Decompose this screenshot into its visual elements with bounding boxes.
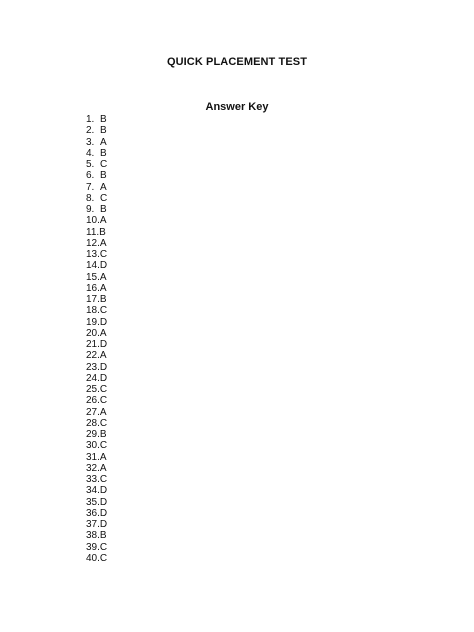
answer-item <box>86 159 107 170</box>
answer-item <box>86 238 107 249</box>
answer-letter: A <box>99 215 107 227</box>
answer-letter: D <box>99 339 108 350</box>
answer-item <box>86 317 107 328</box>
answer-number: 40. <box>86 552 100 564</box>
answer-number: 9. <box>86 204 95 215</box>
answer-letter: A <box>99 271 107 283</box>
answer-key-heading: Answer Key <box>205 101 269 113</box>
answer-item <box>86 474 107 485</box>
answer-item <box>86 227 107 238</box>
answer-item <box>86 497 107 508</box>
answer-item <box>86 452 107 463</box>
answer-number: 13. <box>86 249 100 260</box>
answer-letter: A <box>100 181 107 193</box>
answer-number: 19. <box>86 316 100 328</box>
answer-item <box>86 350 107 361</box>
answer-number: 8. <box>86 192 95 204</box>
answer-letter: C <box>99 541 108 553</box>
answer-number: 33. <box>86 474 100 485</box>
answer-letter: B <box>99 226 106 238</box>
answer-number: 5. <box>86 159 95 170</box>
answer-item <box>86 463 107 474</box>
answer-number: 28. <box>86 417 100 429</box>
answer-item <box>86 508 107 519</box>
answer-letter: C <box>99 384 108 395</box>
answer-item <box>86 260 107 271</box>
answer-item <box>86 328 107 339</box>
answer-letter: D <box>99 372 108 384</box>
answer-letter: B <box>99 530 107 542</box>
answer-item <box>86 125 107 136</box>
answer-number: 25. <box>86 384 100 395</box>
answer-letter: A <box>100 136 107 148</box>
answer-number: 23. <box>86 361 100 373</box>
answer-number: 1. <box>86 114 95 125</box>
answer-letter: A <box>99 451 107 463</box>
answer-number: 37. <box>86 519 100 530</box>
answer-item <box>86 440 107 451</box>
answer-item <box>86 294 107 305</box>
answer-item <box>86 182 107 193</box>
answer-number: 17. <box>86 294 100 305</box>
answer-number: 14. <box>86 260 100 272</box>
answer-number: 6. <box>86 170 95 182</box>
answer-item <box>86 519 107 530</box>
answer-number: 24. <box>86 372 100 384</box>
answer-number: 12. <box>86 237 100 249</box>
answer-number: 34. <box>86 485 100 497</box>
answer-letter: C <box>100 192 108 204</box>
answer-letter: D <box>99 519 108 530</box>
answer-item <box>86 362 107 373</box>
answer-number: 27. <box>86 406 100 418</box>
answer-number: 26. <box>86 395 100 407</box>
answer-letter: D <box>99 496 108 508</box>
answer-number: 38. <box>86 530 100 542</box>
answer-item <box>86 193 107 204</box>
document-title: QUICK PLACEMENT TEST <box>166 56 308 68</box>
answer-number: 10. <box>86 215 100 227</box>
answer-item <box>86 395 107 406</box>
answer-letter: A <box>99 350 107 362</box>
answer-letter: B <box>99 294 107 305</box>
answer-number: 20. <box>86 327 100 339</box>
answer-item <box>86 137 107 148</box>
answer-letter: C <box>99 440 108 452</box>
answer-letter: C <box>99 417 108 429</box>
answer-item <box>86 373 107 384</box>
answer-number: 11. <box>86 226 100 238</box>
answer-letter: D <box>99 260 108 272</box>
answer-item <box>86 249 107 260</box>
answer-letter: B <box>100 204 107 215</box>
answer-letter: B <box>100 125 107 137</box>
answer-item <box>86 170 107 181</box>
answer-number: 2. <box>86 125 95 137</box>
answer-letter: C <box>99 305 108 317</box>
answer-letter: D <box>99 316 108 328</box>
answer-letter: A <box>99 406 107 418</box>
answer-letter: B <box>99 429 107 440</box>
answer-number: 16. <box>86 282 100 294</box>
answer-letter: B <box>100 170 107 182</box>
answer-letter: C <box>99 395 108 407</box>
answer-item <box>86 272 107 283</box>
answer-letter: A <box>99 282 107 294</box>
answer-number: 31. <box>86 451 100 463</box>
answer-item <box>86 530 107 541</box>
answer-letter: C <box>100 159 108 170</box>
answer-letter: D <box>99 507 108 519</box>
answer-item <box>86 418 107 429</box>
answer-number: 35. <box>86 496 100 508</box>
answer-item <box>86 339 107 350</box>
answer-number: 3. <box>86 136 95 148</box>
answer-item <box>86 114 107 125</box>
answer-number: 39. <box>86 541 100 553</box>
answer-letter: C <box>99 249 108 260</box>
answer-number: 22. <box>86 350 100 362</box>
answer-letter: A <box>99 237 107 249</box>
answer-item <box>86 553 107 564</box>
answer-number: 21. <box>86 339 100 350</box>
answer-number: 4. <box>86 147 95 159</box>
answer-item <box>86 215 107 226</box>
answer-item <box>86 384 107 395</box>
answer-letter: A <box>99 327 107 339</box>
answer-number: 7. <box>86 181 95 193</box>
answer-letter: C <box>99 552 108 564</box>
answer-number: 36. <box>86 507 100 519</box>
answer-item <box>86 148 107 159</box>
answer-item <box>86 485 107 496</box>
answer-item <box>86 305 107 316</box>
answer-item <box>86 283 107 294</box>
answer-item <box>86 542 107 553</box>
answer-item <box>86 429 107 440</box>
answer-letter: B <box>100 147 107 159</box>
answer-letter: B <box>100 114 107 125</box>
answer-number: 29. <box>86 429 100 440</box>
answer-item <box>86 204 107 215</box>
answer-letter: D <box>99 485 108 497</box>
answer-number: 18. <box>86 305 100 317</box>
answer-list <box>86 114 107 564</box>
answer-letter: D <box>99 361 108 373</box>
answer-number: 30. <box>86 440 100 452</box>
answer-item <box>86 407 107 418</box>
answer-number: 32. <box>86 462 100 474</box>
answer-letter: A <box>99 462 107 474</box>
answer-letter: C <box>99 474 108 485</box>
answer-number: 15. <box>86 271 100 283</box>
